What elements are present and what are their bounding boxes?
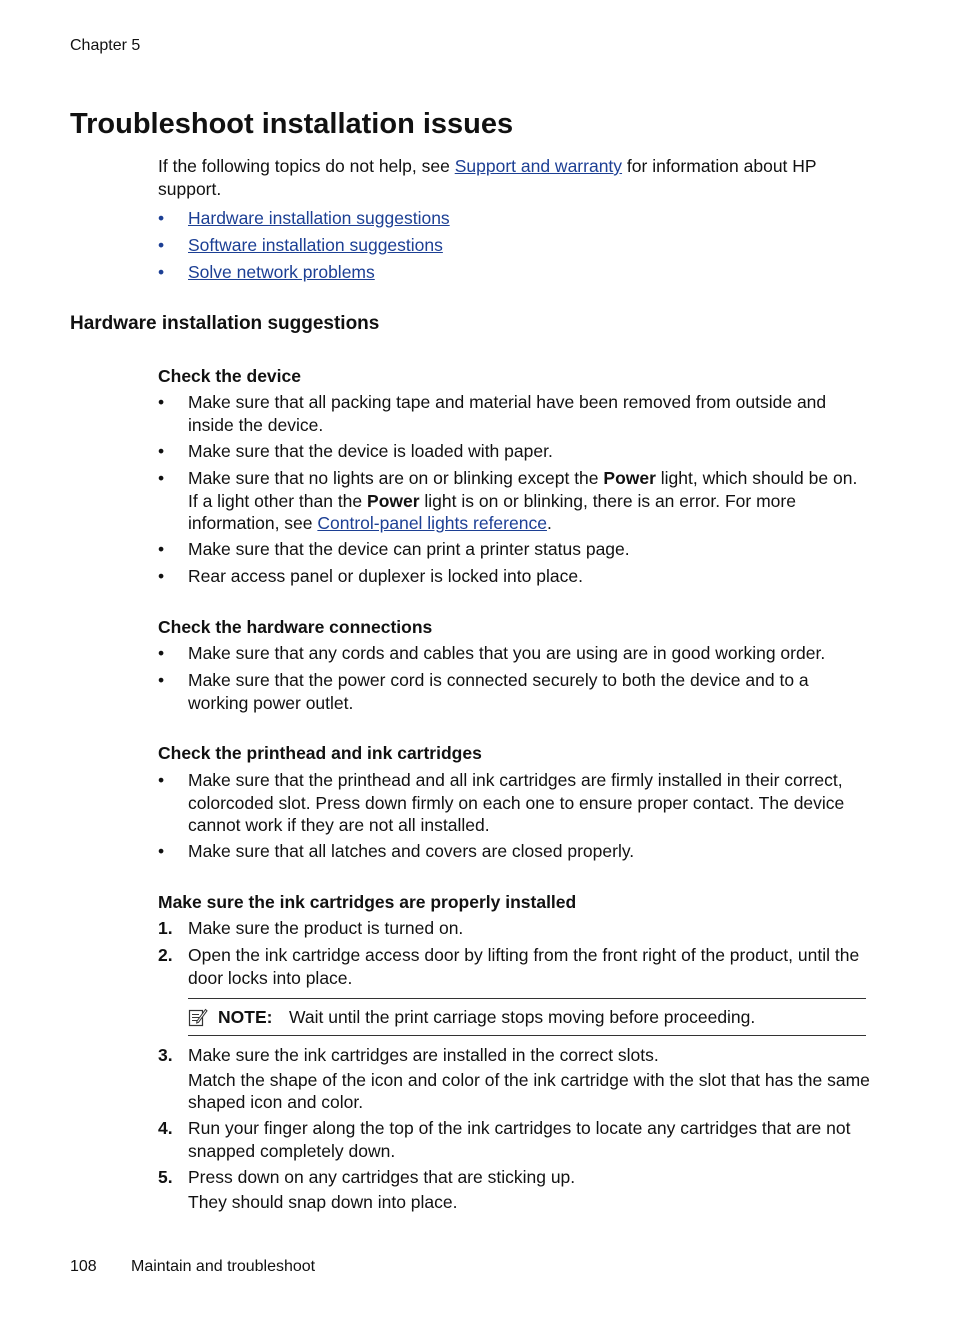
step-number: 1. [158,918,173,938]
check-device-item [158,467,870,535]
step-number: 3. [158,1045,173,1065]
step-subtext: They should snap down into place. [188,1191,458,1212]
check-device-item: • Make sure that all packing tape and material have been removed from outside and inside the device. [158,392,827,435]
step-number: 5. [158,1167,173,1187]
step-subtext: Match the shape of the icon and color of the ink cartridge with the slot that has the same shaped icon and color. [188,1069,870,1112]
section-heading: Hardware installation suggestions [70,313,380,334]
intro-paragraph [158,155,868,200]
support-warranty-link[interactable]: Support and warranty [454,156,623,176]
check-connections-item: • Make sure that any cords and cables that you are using are in good working order. [158,643,826,663]
network-problems-link[interactable]: Solve network problems [188,262,375,282]
note-text: Wait until the print carriage stops moving before proceeding. [289,1007,756,1027]
bullet-icon: • [158,262,165,282]
bullet-icon: • [158,441,165,461]
check-device-item: • Make sure that the device can print a printer status page. [158,539,630,559]
hardware-suggestions-link[interactable]: Hardware installation suggestions [188,208,450,228]
step-item: 4. Run your finger along the top of the ink cartridges to locate any cartridges that are not snapped completely down. [158,1118,851,1161]
bullet-icon: • [158,468,165,488]
topic-list-item [158,261,870,284]
topic-list-item [158,234,870,257]
step-item: 3. Make sure the ink cartridges are installed in the correct slots. Match the shape of the icon and color of the ink cartridge with the slot that has the same shaped icon and color. [158,1045,870,1112]
check-device-item: • Rear access panel or duplexer is locked into place. [158,566,583,586]
check-printhead-item: • Make sure that the printhead and all ink cartridges are firmly installed in their correct, colorcoded slot. Press down firmly on each one to ensure proper contact. The device cannot work if they are not all installed. [158,770,845,835]
bullet-icon: • [158,566,165,586]
note-icon [188,1007,208,1027]
check-connections-item: • Make sure that the power cord is connected securely to both the device and to a working power outlet. [158,670,809,713]
step-number: 2. [158,945,173,965]
control-panel-lights-link[interactable]: Control-panel lights reference [317,513,547,533]
check-printhead-heading: Check the printhead and ink cartridges [158,743,482,763]
bullet-icon: • [158,770,165,790]
check-connections-heading: Check the hardware connections [158,617,433,637]
intro-text-after: for information about HP support. [158,156,817,199]
step-item: 5. Press down on any cartridges that are sticking up. They should snap down into place. [158,1166,870,1213]
note-box [188,998,866,1036]
note-label: NOTE: [218,1007,273,1027]
bullet-icon: • [158,841,165,861]
power-bold: Power [603,468,656,488]
check-printhead-item: • Make sure that all latches and covers are closed properly. [158,841,635,861]
topic-list-item [158,207,870,230]
bullet-icon: • [158,643,165,663]
bullet-icon: • [158,670,165,690]
lights-item-text: Make sure that no lights are on or blinking except the Power light, which should be on. If a light other than the Power light is on or blinking, there is an error. For more information, see Control-panel lights reference. [188,468,858,533]
install-cartridges-heading: Make sure the ink cartridges are properly installed [158,892,577,912]
power-bold: Power [367,490,420,511]
step-item: 2. Open the ink cartridge access door by lifting from the front right of the product, until the door locks into place. [158,945,860,988]
bullet-icon: • [158,392,165,412]
footer-title: Maintain and troubleshoot [131,1258,316,1275]
intro-text-before: If the following topics do not help, see [158,156,455,176]
bullet-icon: • [158,208,165,228]
step-number: 4. [158,1118,173,1138]
page-title: Troubleshoot installation issues [70,108,514,140]
check-device-heading: Check the device [158,366,301,386]
bullet-icon: • [158,235,165,255]
page-number: 108 [70,1258,97,1275]
check-device-item: • Make sure that the device is loaded with paper. [158,441,553,461]
bullet-icon: • [158,539,165,559]
running-header: Chapter 5 [70,37,141,54]
software-suggestions-link[interactable]: Software installation suggestions [188,235,443,255]
step-item: 1. Make sure the product is turned on. [158,918,464,938]
